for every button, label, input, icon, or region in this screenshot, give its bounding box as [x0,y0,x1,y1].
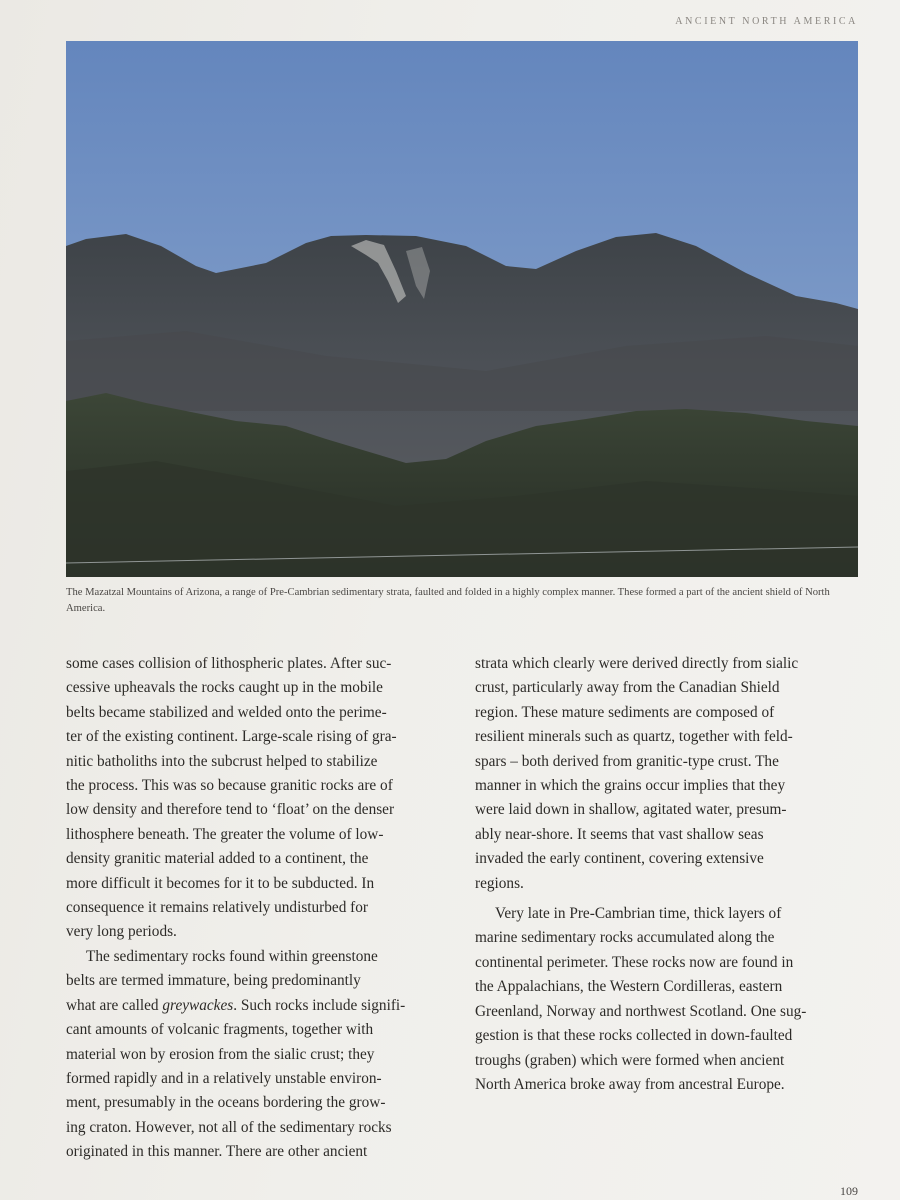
text-line: spars – both derived from granitic-type crust. The [475,752,779,770]
text-line: cessive upheavals the rocks caught up in the mobile [66,679,383,697]
text-line: gestion is that these rocks collected in down-faulted [475,1027,793,1045]
text-line: manner in which the grains occur implies that they [475,777,786,795]
photo-caption [66,585,866,617]
running-header: ANCIENT NORTH AMERICA [675,16,858,27]
paragraph [66,945,458,1165]
text-line: cant amounts of volcanic fragments, together with [66,1021,374,1039]
text-line: belts are termed immature, being predominantly [66,972,361,990]
text-line: North America broke away from ancestral Europe. [475,1075,785,1093]
text-line: crust, particularly away from the Canadian Shield [475,679,780,697]
text-line: lithosphere beneath. The greater the volume of low- [66,825,384,843]
text-line: ably near-shore. It seems that vast shallow seas [475,825,764,843]
caption-line: the ancient shield of North America. [66,587,830,614]
paragraph [475,902,867,1097]
text-line: resilient minerals such as quartz, together with feld- [475,728,793,746]
text-line: Very late in Pre-Cambrian time, thick layers of [495,905,782,923]
text-line: some cases collision of lithospheric plates. After suc- [66,655,392,672]
text-line: the Appalachians, the Western Cordilleras, eastern [475,978,783,996]
text-line: regions. [475,874,524,892]
page-number: 109 [840,1184,858,1198]
paragraph [475,652,867,896]
text-line: more difficult it becomes for it to be subducted. In [66,874,375,892]
text-line: consequence it remains relatively undisturbed for [66,899,369,917]
mountain-photo [66,41,858,577]
left-column [66,652,458,1165]
text-line: continental perimeter. These rocks now are found in [475,953,794,971]
text-line: troughs (graben) which were formed when ancient [475,1051,785,1069]
text-line: invaded the early continent, covering extensive [475,850,764,868]
text-line: ing craton. However, not all of the sedimentary rocks [66,1118,392,1136]
text-line: Greenland, Norway and northwest Scotland. One sug- [475,1002,807,1020]
text-line: were laid down in shallow, agitated water, presum- [475,801,787,819]
text-line: very long periods. [66,923,177,941]
text-line: the process. This was so because granitic rocks are of [66,777,393,795]
text-run: what are called [66,996,163,1014]
right-column [475,652,867,1097]
text-line: ment, presumably in the oceans bordering the grow- [66,1094,386,1112]
text-line: The sedimentary rocks found within greenstone [86,947,378,965]
text-run: . Such rocks include signifi- [233,996,406,1014]
text-line: belts became stabilized and welded onto the perime- [66,703,387,721]
text-line: ter of the existing continent. Large-scale rising of gra- [66,728,397,746]
text-line: density granitic material added to a continent, the [66,850,369,868]
text-line: material won by erosion from the sialic crust; they [66,1045,375,1063]
text-line: low density and therefore tend to ‘float’ on the denser [66,801,395,819]
caption-line: The Mazatzal Mountains of Arizona, a range of Pre-Cambrian sedimentary strata, faulted and folded in a highly complex manner. These formed a part of [66,587,715,598]
text-line: formed rapidly and in a relatively unstable environ- [66,1069,382,1087]
text-line: nitic batholiths into the subcrust helped to stabilize [66,752,378,770]
text-line: marine sedimentary rocks accumulated along the [475,929,775,947]
paragraph [66,652,458,945]
text-line: strata which clearly were derived directly from sialic [475,655,799,672]
italic-term: greywackes [162,996,234,1014]
text-line: region. These mature sediments are composed of [475,703,775,721]
text-line [66,994,458,1018]
text-line: originated in this manner. There are other ancient [66,1143,368,1161]
